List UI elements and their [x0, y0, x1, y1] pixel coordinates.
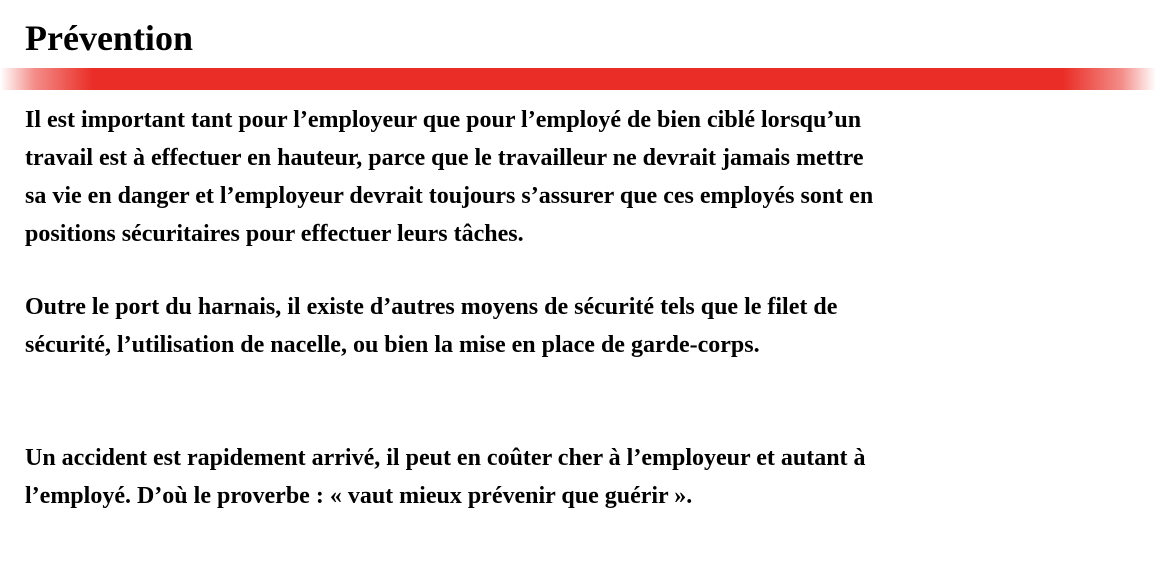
- paragraph-safety-means: [25, 288, 1135, 364]
- paragraph-line: positions sécuritaires pour effectuer leurs tâches.: [25, 221, 524, 247]
- paragraph-importance: [25, 101, 1135, 253]
- page-title: Prévention: [25, 18, 193, 58]
- paragraph-line: Il est important tant pour l’employeur que pour l’employé de bien ciblé lorsqu’un: [25, 107, 862, 133]
- paragraph-line: Outre le port du harnais, il existe d’autres moyens de sécurité tels que le filet de: [25, 294, 838, 320]
- paragraph-line: l’employé. D’où le proverbe : « vaut mieux prévenir que guérir ».: [25, 483, 693, 509]
- paragraph-line: Un accident est rapidement arrivé, il peut en coûter cher à l’employeur et autant à: [25, 445, 866, 471]
- paragraph-line: travail est à effectuer en hauteur, parce que le travailleur ne devrait jamais mettre: [25, 145, 864, 171]
- paragraph-line: sa vie en danger et l’employeur devrait toujours s’assurer que ces employés sont en: [25, 183, 874, 209]
- paragraph-proverb: [25, 439, 1135, 515]
- title-underline-bar: [0, 68, 1156, 90]
- paragraph-line: sécurité, l’utilisation de nacelle, ou bien la mise en place de garde-corps.: [25, 332, 760, 358]
